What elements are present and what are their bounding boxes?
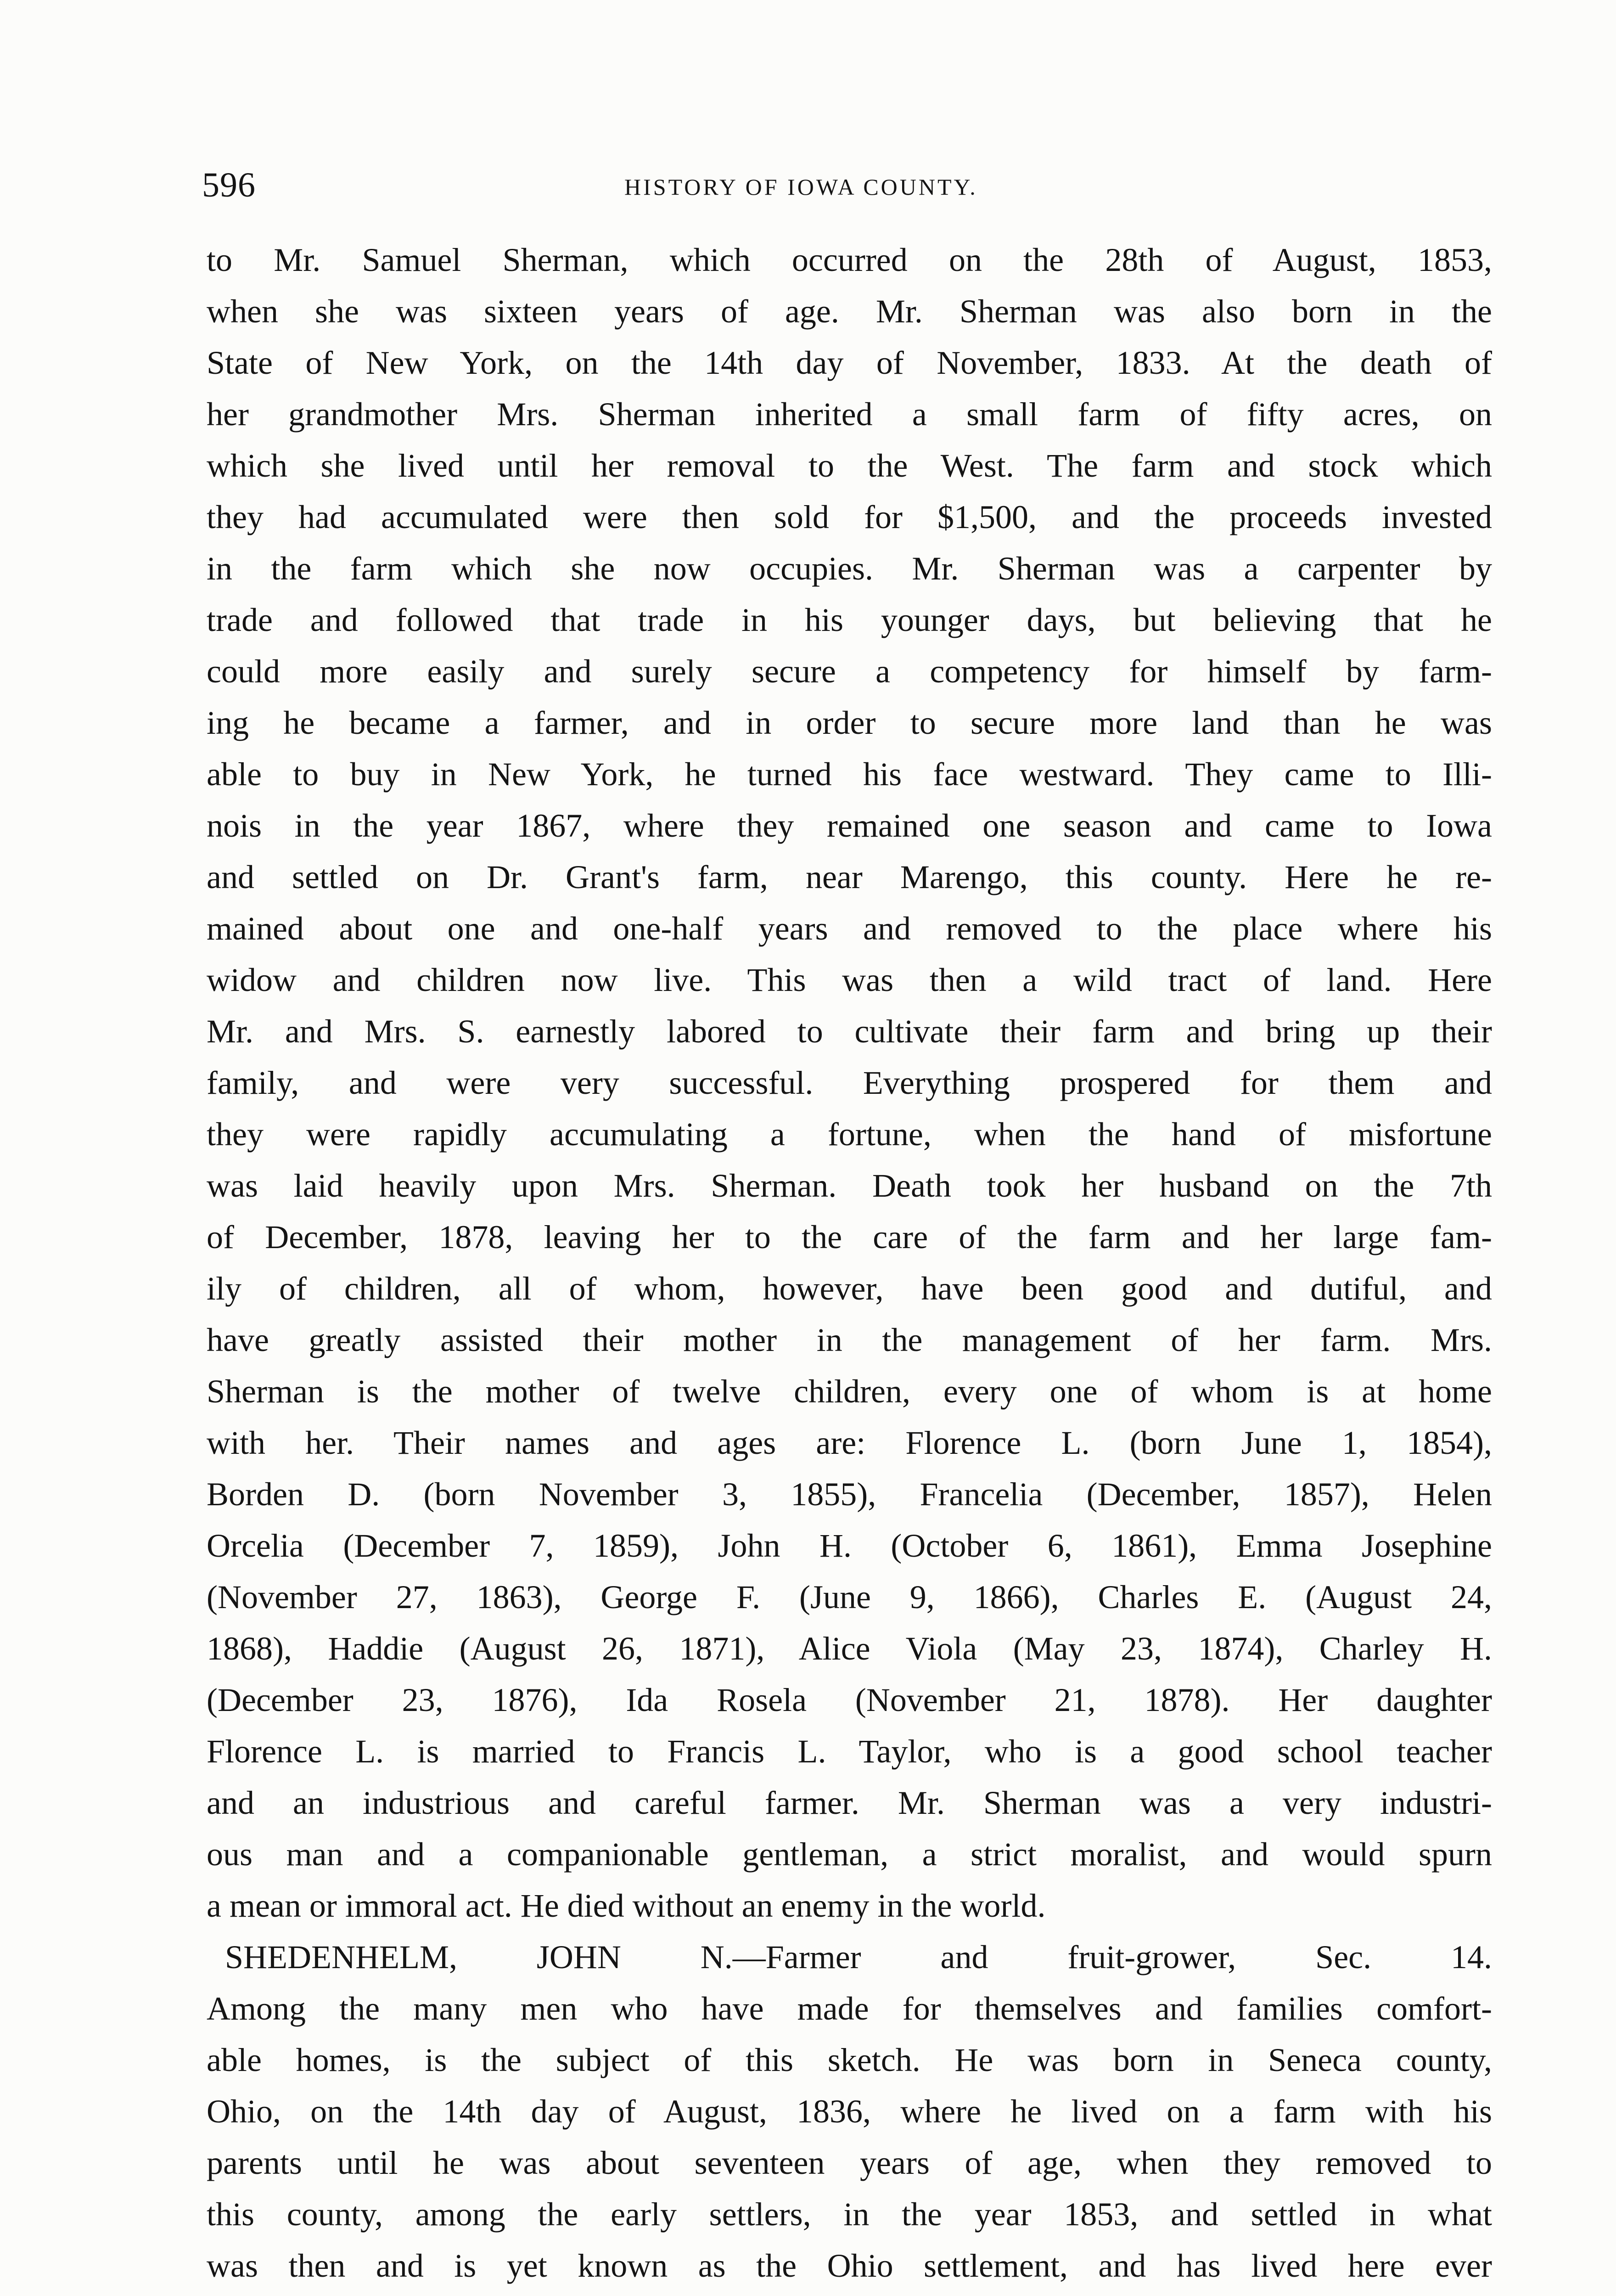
- page-header: [202, 165, 1487, 207]
- text-line: (November 27, 1863), George F. (June 9, 1866), Charles E. (August 24,: [207, 1579, 1492, 1615]
- text-line: Sherman is the mother of twelve children, every one of whom is at home: [207, 1373, 1492, 1410]
- text-line: parents until he was about seventeen years of age, when they removed to: [207, 2144, 1492, 2181]
- text-line: with her. Their names and ages are: Florence L. (born June 1, 1854),: [207, 1424, 1492, 1461]
- text-line: have greatly assisted their mother in the management of her farm. Mrs.: [207, 1322, 1492, 1358]
- text-line: Florence L. is married to Francis L. Taylor, who is a good school teacher: [207, 1733, 1492, 1770]
- text-line: Ohio, on the 14th day of August, 1836, where he lived on a farm with his: [207, 2093, 1492, 2130]
- body-text: [207, 234, 1492, 2296]
- text-line: nois in the year 1867, where they remained one season and came to Iowa: [207, 807, 1492, 844]
- text-line: a mean or immoral act. He died without an enemy in the world.: [207, 1887, 1046, 1924]
- text-line: ing he became a farmer, and in order to secure more land than he was: [207, 704, 1492, 741]
- text-line: 1868), Haddie (August 26, 1871), Alice Viola (May 23, 1874), Charley H.: [207, 1630, 1492, 1667]
- text-line: Mr. and Mrs. S. earnestly labored to cultivate their farm and bring up their: [207, 1013, 1492, 1050]
- text-line: (December 23, 1876), Ida Rosela (November 21, 1878). Her daughter: [207, 1682, 1492, 1718]
- running-title: HISTORY OF IOWA COUNTY.: [624, 174, 978, 200]
- text-line: could more easily and surely secure a competency for himself by farm-: [207, 653, 1492, 690]
- text-line: her grandmother Mrs. Sherman inherited a small farm of fifty acres, on: [207, 396, 1492, 433]
- text-line: and an industrious and careful farmer. Mr. Sherman was a very industri-: [207, 1784, 1492, 1821]
- text-line: Borden D. (born November 3, 1855), Francelia (December, 1857), Helen: [207, 1476, 1492, 1513]
- text-line: able homes, is the subject of this sketch. He was born in Seneca county,: [207, 2042, 1492, 2078]
- text-line: ous man and a companionable gentleman, a strict moralist, and would spurn: [207, 1836, 1492, 1873]
- text-line: of December, 1878, leaving her to the care of the farm and her large fam-: [207, 1219, 1492, 1255]
- text-line: Among the many men who have made for themselves and families comfort-: [207, 1990, 1492, 2027]
- text-line: mained about one and one-half years and removed to the place where his: [207, 910, 1492, 947]
- text-line: and settled on Dr. Grant's farm, near Marengo, this county. Here he re-: [207, 859, 1492, 895]
- text-line: [207, 2291, 1492, 2296]
- text-line: ily of children, all of whom, however, have been good and dutiful, and: [207, 1270, 1492, 1307]
- text-line: to Mr. Samuel Sherman, which occurred on the 28th of August, 1853,: [207, 242, 1492, 278]
- text-line: was laid heavily upon Mrs. Sherman. Death took her husband on the 7th: [207, 1167, 1492, 1204]
- text-line: trade and followed that trade in his younger days, but believing that he: [207, 602, 1492, 638]
- text-line: when she was sixteen years of age. Mr. Sherman was also born in the: [207, 293, 1492, 330]
- text-line: which she lived until her removal to the West. The farm and stock which: [207, 447, 1492, 484]
- page-number: 596: [202, 166, 256, 204]
- text-line: in the farm which she now occupies. Mr. Sherman was a carpenter by: [207, 550, 1492, 587]
- text-line: Orcelia (December 7, 1859), John H. (October 6, 1861), Emma Josephine: [207, 1527, 1492, 1564]
- text-line: family, and were very successful. Everything prospered for them and: [207, 1064, 1492, 1101]
- text-line: they were rapidly accumulating a fortune, when the hand of misfortune: [207, 1116, 1492, 1153]
- text-line: widow and children now live. This was then a wild tract of land. Here: [207, 962, 1492, 998]
- text-line: they had accumulated were then sold for $1,500, and the proceeds invested: [207, 499, 1492, 535]
- entry-heading-line: SHEDENHELM, JOHN N.—Farmer and fruit-grower, Sec. 14.: [225, 1939, 1492, 1975]
- text-line: was then and is yet known as the Ohio settlement, and has lived here ever: [207, 2247, 1492, 2284]
- text-line: State of New York, on the 14th day of November, 1833. At the death of: [207, 344, 1492, 381]
- text-line: this county, among the early settlers, in the year 1853, and settled in what: [207, 2196, 1492, 2233]
- text-line: able to buy in New York, he turned his face westward. They came to Illi-: [207, 756, 1492, 793]
